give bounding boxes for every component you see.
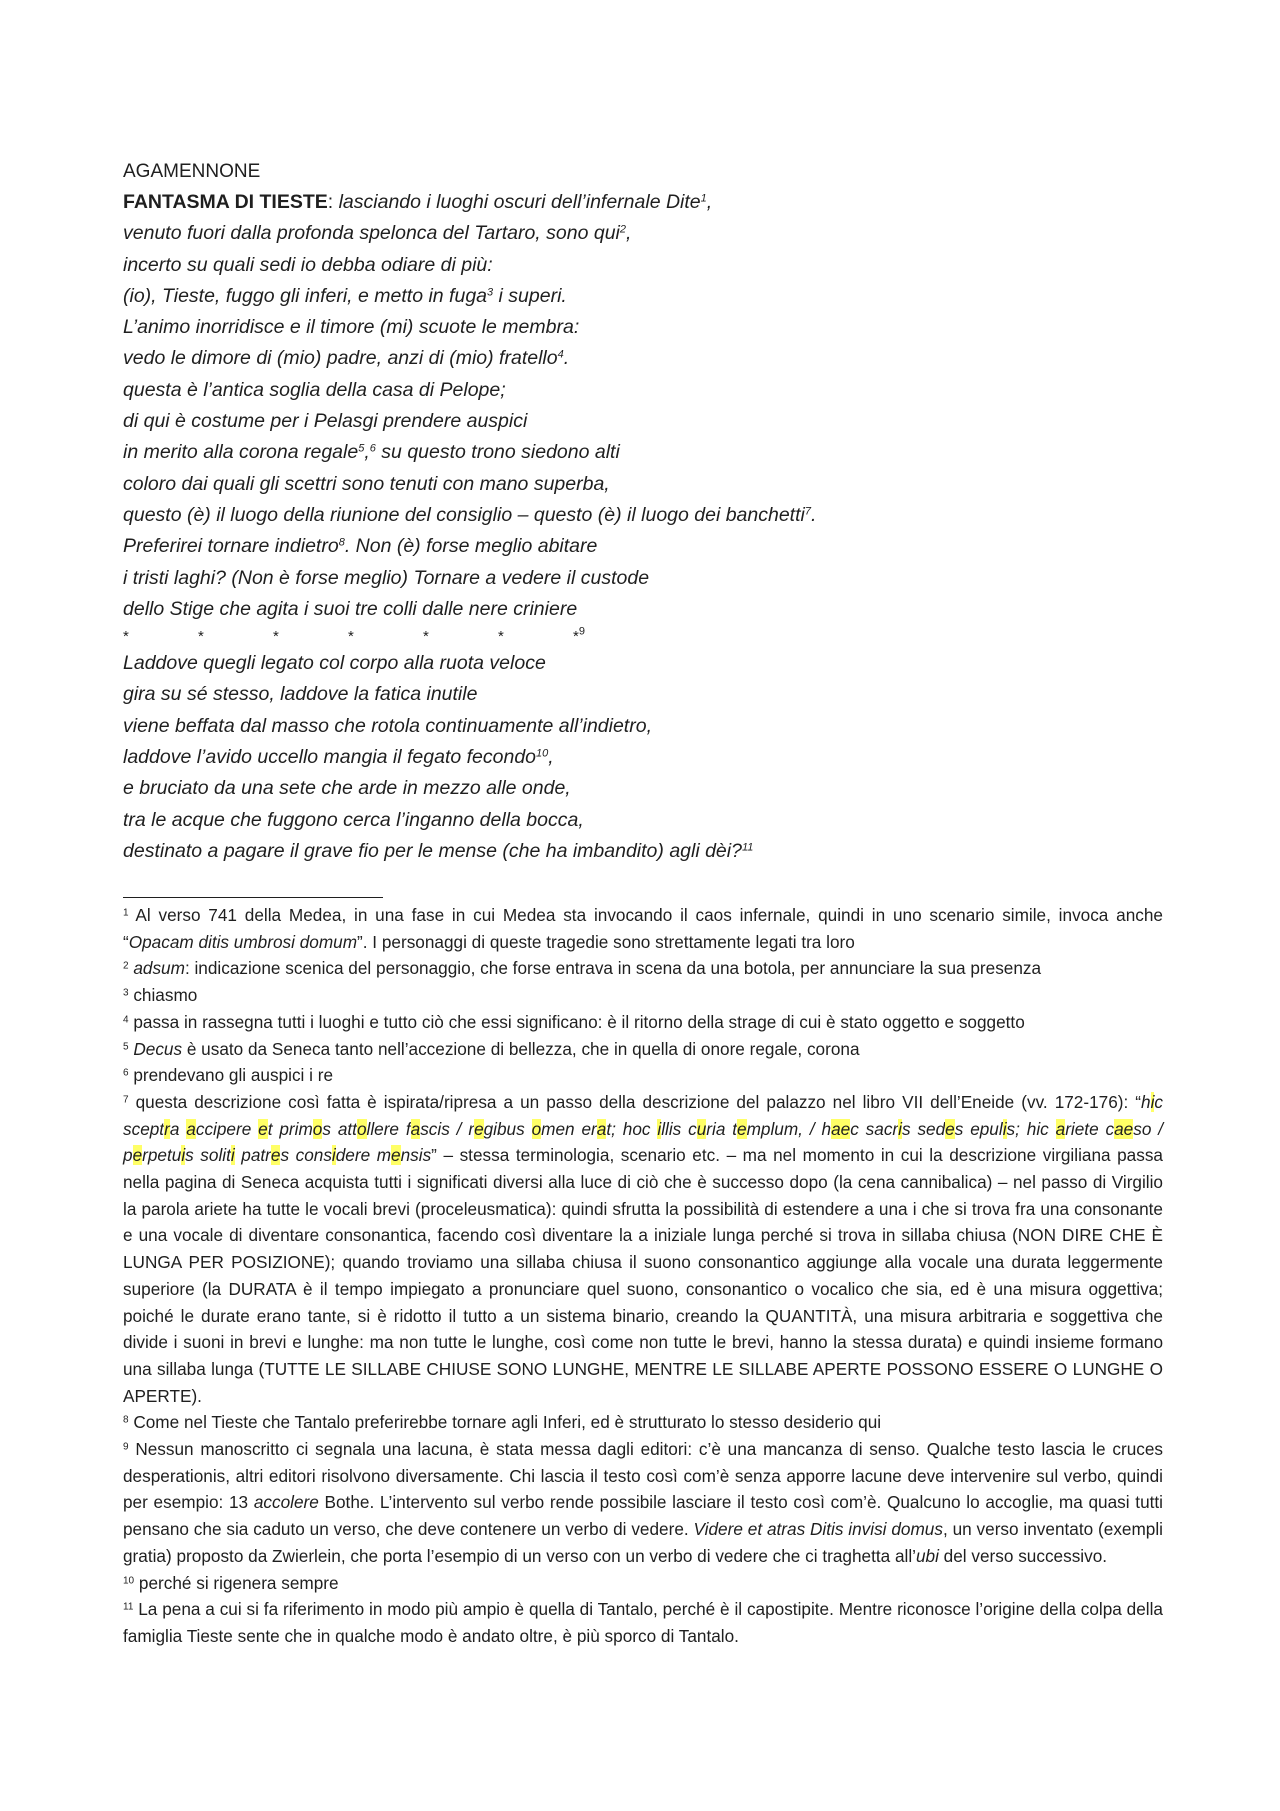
quote-fragment: t; hoc	[606, 1118, 658, 1139]
footnote-text: La pena a cui si fa riferimento in modo più ampio è quella di Tantalo, perché è il capostipite. Mentre riconosce l’origine della colpa della famiglia Tieste sente che in qualche modo è andato oltre, è più sporco di Tantalo.	[123, 1599, 1163, 1646]
verse-text: in merito alla corona regale	[123, 441, 359, 464]
footnote-5	[123, 1036, 1163, 1063]
verse-text: lasciando i luoghi oscuri dell’infernale Dite	[338, 191, 701, 213]
footnote-text: Nessun manoscritto ci segnala una lacuna, è stata messa dagli editori: c’è una mancanza di senso. Qualche testo lascia le cruces desperationis, altri editori risolvono diversamente. Chi lascia il testo così com’è senza apporre lacune deve intervenire sul verbo, quindi per esempio: 13	[123, 1439, 1163, 1513]
quote-fragment: s; hic	[1006, 1118, 1056, 1139]
verse-text-tail: ,	[364, 441, 370, 464]
verse-line	[123, 805, 1163, 836]
quote-fragment: c scept	[123, 1091, 1163, 1139]
verse-block-1	[123, 187, 1163, 625]
quote-fragment: h	[1141, 1091, 1151, 1112]
highlighted-vowel: e	[474, 1118, 484, 1139]
verse-text: di qui è costume per i Pelasgi prendere auspici	[123, 410, 528, 433]
highlighted-vowel: a	[410, 1118, 421, 1139]
highlighted-vowel: ae	[1114, 1118, 1134, 1139]
verse-line	[123, 250, 1163, 281]
verse-text: laddove l’avido uccello mangia il fegato fecondo	[123, 746, 537, 769]
footnotes	[123, 902, 1163, 1650]
highlighted-vowel: e	[945, 1118, 955, 1139]
footnote-ref[interactable]: 8	[338, 536, 345, 549]
verse-line	[123, 187, 1163, 218]
verse-text: questo (è) il luogo della riunione del consiglio – questo (è) il luogo dei banchetti	[123, 503, 805, 526]
highlighted-vowel: i	[331, 1145, 336, 1166]
quote-fragment: nsis	[400, 1145, 432, 1166]
footnote-4	[123, 1009, 1163, 1036]
footnote-number: 5	[123, 1041, 129, 1053]
verse-text-tail: .	[810, 503, 817, 526]
verse-text-tail: .	[563, 347, 570, 370]
verse-text: coloro dai quali gli scettri sono tenuti con mano superba,	[123, 472, 610, 495]
footnote-number: 3	[123, 987, 129, 999]
verse-line	[123, 836, 1163, 867]
verse-line	[123, 312, 1163, 343]
footnote-term: adsum	[133, 958, 185, 979]
highlighted-vowel: ae	[831, 1118, 851, 1139]
footnote-2	[123, 955, 1163, 982]
verse-text: Preferirei tornare indietro	[123, 535, 339, 558]
lacuna-star	[573, 625, 585, 648]
highlighted-vowel: i	[898, 1118, 902, 1139]
highlighted-vowel: e	[391, 1145, 401, 1166]
footnote-text: è usato da Seneca tanto nell’accezione di bellezza, che in quella di onore regale, corona	[182, 1038, 860, 1059]
footnote-text: del verso successivo.	[938, 1545, 1108, 1566]
verse-text-tail: ,	[706, 191, 713, 213]
verse-section	[123, 156, 1163, 867]
footnote-text: : indicazione scenica del personaggio, che forse entrava in scena da una botola, per annunciare la sua presenza	[184, 958, 1042, 979]
lacuna-star-text: *	[573, 628, 579, 646]
verse-text: tra le acque che fuggono cerca l’inganno della bocca,	[123, 808, 584, 831]
lacuna-star: *	[123, 628, 129, 646]
verse-line	[123, 375, 1163, 406]
verse-text: destinato a pagare il grave fio per le mense (che ha imbandito) agli dèi?	[123, 839, 742, 862]
highlighted-vowel: i	[181, 1145, 186, 1166]
verse-text: vedo le dimore di (mio) padre, anzi di (mio) fratello	[123, 347, 558, 370]
quote-fragment: s epul	[954, 1118, 1003, 1139]
footnote-ref[interactable]: 9	[578, 625, 585, 638]
highlighted-vowel: u	[696, 1118, 707, 1139]
footnote-number: 9	[123, 1441, 129, 1453]
footnote-number: 11	[123, 1601, 134, 1613]
highlighted-vowel: r	[164, 1118, 170, 1139]
highlighted-vowel: a	[1055, 1118, 1066, 1139]
footnote-text: ”. I personaggi di queste tragedie sono strettamente legati tra loro	[357, 931, 855, 952]
verse-text: dello Stige che agita i suoi tre colli dalle nere criniere	[123, 597, 578, 620]
verse-line	[123, 679, 1163, 710]
footnote-ref[interactable]: 7	[804, 505, 811, 518]
highlighted-vowel: e	[132, 1145, 143, 1166]
quote-fragment: patr	[234, 1145, 271, 1166]
footnote-ref[interactable]: 6	[369, 442, 376, 455]
verse-text: i tristi laghi? (Non è forse meglio) Tornare a vedere il custode	[123, 566, 650, 589]
highlighted-vowel: o	[312, 1118, 323, 1139]
footnote-text: passa in rassegna tutti i luoghi e tutto ciò che essi significano: è il ritorno della strage di cui è stato oggetto e soggetto	[128, 1011, 1025, 1032]
verse-line	[123, 594, 1163, 625]
quote-fragment: s att	[322, 1118, 357, 1139]
highlighted-vowel: o	[356, 1118, 367, 1139]
footnote-text: ” – stessa terminologia, scenario etc. – ma nel momento in cui la descrizione virgiliana passa nella pagina di Seneca acquista tutti i significati diversi alla luce di ciò che è successo dopo (la cena cannibalica) – nel passo di Virgilio la parola ariete ha tutte le vocali brevi (proceleusmatica): quindi sfrutta la possibilità di estendere a una i che si trova fra una consonante e una vocale di diventare consonantica, facendo così diventare la a iniziale lunga perché si trova in sillaba chiusa (NON DIRE CHE È LUNGA PER POSIZIONE); quando troviamo una sillaba chiusa il suono consonantico aggiunge alla vocale una durata leggermente superiore (la DURATA è il tempo impiegato a pronunciare quel suono, consonantico o vocalico che sia, ed è una misura oggettiva; poiché le durate erano tante, si è ridotto il tutto a un sistema binario, creando la QUANTITÀ, una misura arbitraria e soggettiva che divide i suoni in brevi e lunghe: ma non tutte le lunghe, così come non tutte le brevi, hanno la stessa durata) e quindi insieme formano una sillaba lunga (TUTTE LE SILLABE CHIUSE SONO LUNGHE, MENTRE LE SILLABE APERTE POSSONO ESSERE O LUNGHE O APERTE).	[123, 1145, 1163, 1406]
quote-fragment: ria t	[706, 1118, 738, 1139]
footnote-6	[123, 1062, 1163, 1089]
quote-fragment: rpetu	[142, 1145, 182, 1166]
quote-fragment: scis / r	[420, 1118, 475, 1139]
footnote-text: prendevano gli auspici i re	[128, 1065, 334, 1086]
speaker-colon: :	[327, 191, 339, 213]
footnote-text: Come nel Tieste che Tantalo preferirebbe tornare agli Inferi, ed è strutturato lo stesso desiderio qui	[128, 1412, 882, 1433]
verse-line	[123, 742, 1163, 773]
footnote-number: 7	[123, 1094, 129, 1106]
footnote-ref[interactable]: 1	[700, 192, 707, 205]
quote-fragment: s sed	[901, 1118, 946, 1139]
verse-text: questa è l’antica soglia della casa di Pelope;	[123, 378, 506, 401]
footnote-quote: Opacam ditis umbrosi domum	[128, 931, 358, 952]
footnote-term: Decus	[133, 1038, 183, 1059]
footnote-9	[123, 1436, 1163, 1570]
verse-line	[123, 648, 1163, 679]
quote-fragment: dere m	[335, 1145, 392, 1166]
footnote-text: perché si rigenera sempre	[134, 1572, 339, 1593]
footnote-ref[interactable]: 10	[536, 747, 549, 760]
verse-line	[123, 773, 1163, 804]
lacuna-star: *	[348, 628, 354, 646]
verse-line	[123, 563, 1163, 594]
verse-text: L’animo inorridisce e il timore (mi) scuote le membra:	[123, 316, 580, 339]
quote-fragment: mplum, / h	[746, 1118, 832, 1139]
highlighted-vowel: i	[230, 1145, 235, 1166]
quote-fragment: gibus	[483, 1118, 532, 1139]
footnote-text: Bothe. L’intervento sul verbo rende possibile lasciare il testo così com’è. Qualcuno lo accoglie, ma quasi tutti pensano che sia caduto un verso, che deve contenere un verbo di vedere.	[123, 1492, 1164, 1540]
lacuna-marker	[123, 625, 1163, 648]
footnote-11	[123, 1596, 1163, 1649]
highlighted-vowel: e	[258, 1118, 268, 1139]
footnote-7	[123, 1089, 1163, 1409]
highlighted-vowel: i	[1150, 1091, 1155, 1112]
footnote-number: 4	[123, 1014, 129, 1026]
highlighted-vowel: a	[186, 1118, 196, 1139]
footnote-ref[interactable]: 5	[358, 442, 365, 455]
verse-text-tail: . Non (è) forse meglio abitare	[344, 535, 598, 558]
footnote-text: , un verso inventato (exempli gratia) proposto da Zwierlein, che porta l’esempio di un verso con un verbo di vedere che ci traghetta all’	[123, 1519, 1163, 1566]
quote-fragment: s cons	[280, 1145, 332, 1166]
highlighted-vowel: e	[270, 1145, 281, 1166]
footnote-ref[interactable]: 11	[741, 841, 754, 854]
footnote-number: 2	[123, 960, 129, 972]
quote-fragment: so / p	[123, 1118, 1164, 1166]
quote-fragment: a	[169, 1118, 187, 1139]
verse-line	[123, 218, 1163, 249]
footnote-8	[123, 1409, 1163, 1436]
quote-fragment: s solit	[185, 1145, 231, 1166]
highlighted-vowel: i	[1002, 1118, 1007, 1139]
lacuna-star: *	[198, 628, 204, 646]
footnote-text: Al verso 741 della Medea, in una fase in cui Medea sta invocando il caos infernale, quindi in uno scenario simile, invoca anche “	[123, 905, 1163, 952]
footnote-number: 6	[123, 1067, 129, 1079]
speaker-name: FANTASMA DI TIESTE	[123, 191, 328, 213]
verse-text: incerto su quali sedi io debba odiare di più:	[123, 253, 493, 276]
verse-text: venuto fuori dalla profonda spelonca del Tartaro, sono qui	[123, 222, 620, 245]
footnote-text: chiasmo	[128, 985, 198, 1006]
footnote-ref[interactable]: 2	[619, 223, 626, 236]
verse-line	[123, 469, 1163, 500]
verse-text: (io), Tieste, fuggo gli inferi, e metto in fuga	[123, 284, 488, 307]
verse-text: e bruciato da una sete che arde in mezzo alle onde,	[123, 777, 571, 800]
verse-line	[123, 500, 1163, 531]
quote-fragment: ccipere	[195, 1118, 259, 1139]
footnote-quote: Videre et atras Ditis invisi domus	[693, 1519, 943, 1540]
verse-text: viene beffata dal masso che rotola continuamente all’indietro,	[123, 714, 652, 737]
footnote-term: ubi	[915, 1545, 939, 1566]
footnote-text: questa descrizione così fatta è ispirata/ripresa a un passo della descrizione del palazzo nel libro VII dell’Eneide (vv. 172-176): “	[128, 1091, 1142, 1112]
verse-text: gira su sé stesso, laddove la fatica inutile	[123, 683, 478, 706]
highlighted-vowel: i	[657, 1118, 662, 1139]
footnote-term: accolere	[253, 1492, 319, 1513]
highlighted-vowel: a	[596, 1118, 607, 1139]
verse-text-tail: ,	[626, 222, 632, 245]
quote-fragment: t prim	[267, 1118, 313, 1139]
highlighted-vowel: o	[531, 1118, 542, 1139]
quote-fragment: llere f	[366, 1118, 411, 1139]
verse-line	[123, 281, 1163, 312]
verse-line	[123, 343, 1163, 374]
footnote-number: 1	[123, 907, 129, 919]
verse-line	[123, 711, 1163, 742]
footnote-1	[123, 902, 1163, 955]
footnote-ref[interactable]: 3	[487, 286, 494, 299]
highlighted-vowel: e	[737, 1118, 747, 1139]
lacuna-star: *	[273, 628, 279, 646]
page-title: AGAMENNONE	[123, 161, 261, 182]
footnote-10	[123, 1570, 1163, 1597]
quote-fragment: llis c	[661, 1118, 697, 1139]
footnote-ref[interactable]: 4	[557, 348, 564, 361]
footnote-number: 8	[123, 1414, 129, 1426]
verse-text-tail: su questo trono siedono alti	[375, 441, 620, 464]
footnote-number: 10	[123, 1575, 135, 1587]
quote-fragment: riete c	[1065, 1118, 1115, 1139]
footnote-separator	[123, 897, 383, 898]
footnote-3	[123, 982, 1163, 1009]
verse-line	[123, 531, 1163, 562]
verse-text: Laddove quegli legato col corpo alla ruota veloce	[123, 652, 546, 675]
verse-text-tail: ,	[548, 746, 554, 769]
lacuna-star: *	[423, 628, 429, 646]
verse-text-tail: i superi.	[493, 284, 567, 307]
verse-line	[123, 406, 1163, 437]
verse-line	[123, 437, 1163, 468]
quote-fragment: men er	[541, 1118, 597, 1139]
lacuna-star: *	[498, 628, 504, 646]
verse-block-2	[123, 648, 1163, 867]
quote-fragment: c sacr	[850, 1118, 899, 1139]
